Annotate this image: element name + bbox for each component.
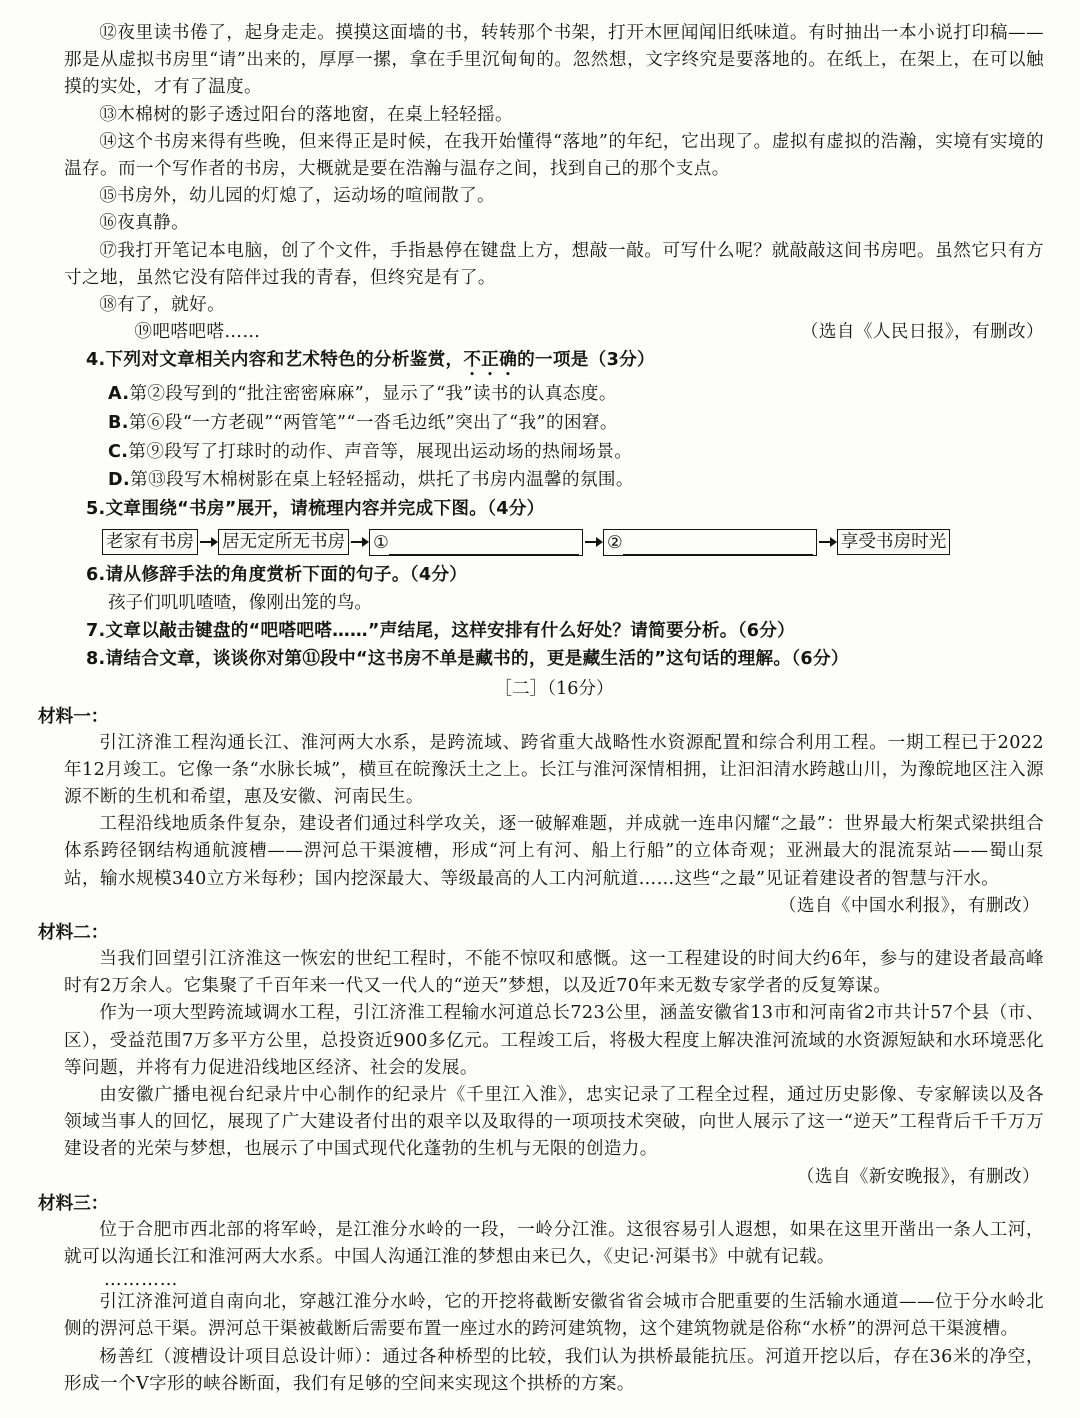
flow-box-1: 老家有书房 — [102, 529, 198, 555]
answer-blank-1[interactable] — [389, 530, 579, 555]
material-2-source: （选自《新安晚报》，有删改） — [796, 1166, 1040, 1187]
question-4: 4.下列对文章相关内容和艺术特色的分析鉴赏，不正确的一项是（3分） — [86, 350, 655, 371]
material-3-heading: 材料三： — [38, 1193, 109, 1214]
flow-diagram — [102, 527, 1044, 557]
arrow-right-icon — [819, 541, 835, 543]
paragraph-14: ⑭这个书房来得有些晚，但来得正是时候，在我开始懂得“落地”的年纪，它出现了。虚拟有虚拟的浩瀚，实境有实境的温存。而一个写作者的书房，大概就是要在浩瀚与温存之间，找到自己的那个支点。 — [64, 131, 1044, 180]
option-d: D.第⑬段写木棉树影在桌上轻轻摇动，烘托了书房内温馨的氛围。 — [108, 470, 634, 491]
option-c: C.第⑨段写了打球时的动作、声音等，展现出运动场的热闹场景。 — [108, 441, 633, 462]
section-2-title: ［二］（16分） — [494, 678, 614, 699]
question-6-sentence: 孩子们叽叽喳喳，像刚出笼的鸟。 — [108, 593, 372, 614]
paragraph-18: ⑱有了，就好。 — [99, 295, 226, 316]
material-1-paragraph-1: 引江济淮工程沟通长江、淮河两大水系，是跨流域、跨省重大战略性水资源配置和综合利用工程。一期工程已于2022年12月竣工。它像一条“水脉长城”，横亘在皖豫沃土之上。长江与淮河深情相拥，让汩汩清水跨越山川，为豫皖地区注入源源不断的生机和希望，惠及安徽、河南民生。 — [64, 732, 1044, 808]
question-8: 8.请结合文章，谈谈你对第⑪段中“这书房不单是藏书的，更是藏生活的”这句话的理解。（6分） — [86, 649, 849, 670]
question-6: 6.请从修辞手法的角度赏析下面的句子。（4分） — [86, 565, 468, 586]
option-b: B.第⑥段“一方老砚”“两管笔”“一沓毛边纸”突出了“我”的困窘。 — [108, 413, 618, 434]
question-5: 5.文章围绕“书房”展开，请梳理内容并完成下图。（4分） — [86, 498, 545, 519]
material-3-paragraph-3: 杨善红（渡槽设计项目总设计师）：通过各种桥型的比较，我们认为拱桥最能抗压。河道开挖以后，存在36米的净空，形成一个V字形的峡谷断面，我们有足够的空间来实现这个拱桥的方案。 — [64, 1346, 1044, 1394]
material-3-ellipsis: ………… — [104, 1270, 179, 1291]
paragraph-16: ⑯夜真静。 — [99, 213, 190, 234]
flow-box-5: 享受书房时光 — [837, 529, 951, 555]
arrow-right-icon — [351, 541, 367, 543]
arrow-right-icon — [585, 541, 601, 543]
flow-box-4: ② — [603, 529, 817, 556]
material-1-source: （选自《中国水利报》，有删改） — [778, 895, 1040, 916]
material-1-heading: 材料一： — [38, 706, 109, 727]
paragraph-19-row — [64, 319, 1044, 346]
question-7: 7.文章以敲击键盘的“吧嗒吧嗒……”声结尾，这样安排有什么好处？请简要分析。（6分） — [86, 621, 796, 642]
material-2-heading: 材料二： — [38, 923, 109, 944]
material-2-paragraph-2: 作为一项大型跨流域调水工程，引江济淮工程输水河道总长723公里，涵盖安徽省13市和河南省2市共计57个县（市、区），受益范围7万多平方公里，总投资近900多亿元。工程竣工后，将极大程度上解决淮河流域的水资源短缺和水环境恶化等问题，并将有力促进沿线地区经济、社会的发展。 — [64, 1003, 1044, 1078]
material-3-paragraph-1: 位于合肥市西北部的将军岭，是江淮分水岭的一段，一岭分江淮。这很容易引人遐想，如果在这里开凿出一条人工河，就可以沟通长江和淮河两大水系。中国人沟通江淮的梦想由来已久，《史记·河渠书》中就有记载。 — [64, 1219, 1044, 1268]
paragraph-13: ⑬木棉树的影子透过阳台的落地窗，在桌上轻轻摇。 — [99, 104, 514, 125]
paragraph-19: ⑲吧嗒吧嗒…… — [134, 322, 261, 343]
material-1-paragraph-2: 工程沿线地质条件复杂，建设者们通过科学攻关，逐一破解难题，并成就一连串闪耀“之最”：世界最大桁架式梁拱组合体系跨径钢结构通航渡槽——淠河总干渠渡槽，形成“河上有河、船上行船”的立体奇观；亚洲最大的混流泵站——蜀山泵站，输水规模340立方米每秒；国内挖深最大、等级最高的人工内河航道……这些“之最”见证着建设者的智慧与汗水。 — [64, 814, 1044, 889]
flow-box-3: ① — [369, 529, 583, 556]
option-a: A.第②段写到的“批注密密麻麻”，显示了“我”读书的认真态度。 — [108, 384, 617, 405]
material-3-paragraph-2: 引江济淮河道自南向北，穿越江淮分水岭，它的开挖将截断安徽省省会城市合肥重要的生活输水通道——位于分水岭北侧的淠河总干渠。淠河总干渠被截断后需要布置一座过水的跨河建筑物，这个建筑物就是俗称“水桥”的淠河总干渠渡槽。 — [64, 1292, 1044, 1340]
paragraph-17: ⑰我打开笔记本电脑，创了个文件，手指悬停在键盘上方，想敲一敲。可写什么呢？就敲敲这间书房吧。虽然它只有方寸之地，虽然它没有陪伴过我的青春，但终究是有了。 — [64, 240, 1044, 288]
paragraph-15: ⑮书房外，幼儿园的灯熄了，运动场的喧闹散了。 — [99, 186, 496, 207]
answer-blank-2[interactable] — [623, 530, 813, 555]
flow-box-2: 居无定所无书房 — [218, 529, 349, 555]
paragraph-12: ⑫夜里读书倦了，起身走走。摸摸这面墙的书，转转那个书架，打开木匣闻闻旧纸味道。有时抽出一本小说打印稿——那是从虚拟书房里“请”出来的，厚厚一摞，拿在手里沉甸甸的。忽然想，文字终究是要落地的。在纸上，在架上，在可以触摸的实处，才有了温度。 — [64, 23, 1044, 98]
arrow-right-icon — [200, 541, 216, 543]
story-source: （选自《人民日报》，有删改） — [800, 322, 1044, 343]
emphasis-not-correct: 不正确 — [463, 350, 518, 371]
material-2-paragraph-3: 由安徽广播电视台纪录片中心制作的纪录片《千里江入淮》，忠实记录了工程全过程，通过历史影像、专家解读以及各领域当事人的回忆，展现了广大建设者付出的艰辛以及取得的一项项技术突破，向世人展示了这一“逆天”工程背后千千万万建设者的光荣与梦想，也展示了中国式现代化蓬勃的生机与无限的创造力。 — [64, 1085, 1044, 1160]
material-2-paragraph-1: 当我们回望引江济淮这一恢宏的世纪工程时，不能不惊叹和感慨。这一工程建设的时间大约6年，参与的建设者最高峰时有2万余人。它集聚了千百年来一代又一代人的“逆天”梦想，以及近70年来无数专家学者的反复筹谋。 — [64, 949, 1044, 997]
